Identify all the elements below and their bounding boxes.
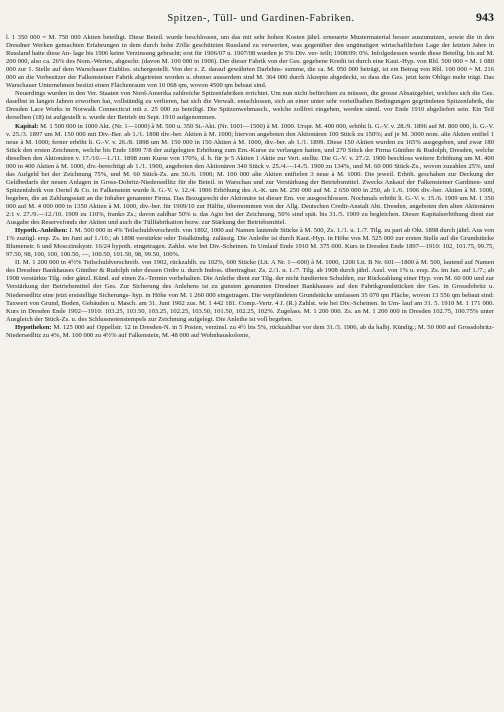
paragraph: Hypoth.-Anleihen: I. M. 500 000 in 4% Teilschuldverschreib. von 1892, 1000 auf Namen lautende Stücke à M. 500, Zs. 1./1. u. 1./7. Tilg. zu pari ab Okt. 1898 durch jährl. Aus von 1% zuzügl. ersp. Zs. im Juni auf 1./10.; ab 1898 verstärkte oder Totalkündig. zulässig. Die Anleihe ist durch Kaut.-Hyp. in Höhe von M. 525 000 zur ersten Stelle auf die Grundstücke Blumenstr. 6 und Mosczinskystr. 16/24 hypoth. eingetragen. Zahlst. wie bei Div.-Scheinen. In Umlauf Ende 1910 M. 375 000. Kurs in Dresden Ende 1897—1910: 102, 101.75, 99.75, 97.50, 98, 100, 100, 100.50, —, 100.50, 101.50, 98, 99.50, 100%. xyxy=(6,227,494,259)
paragraph: Hypotheken: M. 125 000 auf Oppellstr. 12 in Dresden-N. in 5 Posten, verzinsl. zu 4½ bis 5%, rückzahlbar vor dem 31./3. 1906, ab da halbj. Kündig.; M. 50 000 auf Grossdobritz- Niedersedlitz zu 4%, M. 100 000 zu 4½% auf Falkenstein, M. 48 000 auf Wohnhauskolonie, xyxy=(6,323,494,339)
paragraph: l. 1 350 000 = M. 750 000 Aktien beteiligt. Diese Beteil. wurde beschlossen, um das mit sehr hohen Kosten jährl. erneuerte Mustermaterial besser auszunutzen, sowie die in den Dresdner Werken gemachten Erfahrungen in dem durch hohe Zölle geschützten Russland zu verwerten, was gegenüber den ungünstigen wirtschaftlichen Lage der letzten Jahre in Russland hatte diese An- lage bis 1906 keine Verzinsung gebracht; erst für 1906/07 u. 1907/08 wurden je 5% Div. ver- teilt; 1908/09: 0%. Infolgedessen wurde diese Beteilig. bis auf M. 200 000, also ca. 26% des Nom.-Wertes, abgeschr. (davon M. 100 000 in 1906). Der dieser Fabrik von der Ges. gegebene Kredit ist durch eine Kaut.-Hyp. von Rbl. 500 000 = M. 1 080 000 zur 1. Stelle auf dem Warschauer Etabliss. sichergestellt. Von der z. Z. darauf gewährten Darlehns- summe, die ca. M. 950 000 beträgt, ist ein Betrag von Rbl. 100 000 = M. 216 000 an die Vorbesitzer der Falkensteiner Fabrik abgetreten worden u. ebenso ausserdem sind M. 364 000 durch Akzepte abgedeckt, so dass die Ges. jetzt kein Obligo mehr trägt. Das Warschauer Unternehmen besitzt einen Flächenraum von 10 068 qm, wovon 4500 qm bebaut sind. xyxy=(6,34,494,90)
page-number: 943 xyxy=(476,10,494,24)
running-title: Spitzen-, Tüll- und Gardinen-Fabriken. xyxy=(167,13,355,24)
paragraph: II. M. 1 200 000 in 4½% Teilschuldverschreib. von 1902, rückzahlb. zu 102%, 600 Stücke (Lit. A Nr. 1—600) à M. 1000, 1200 Lit. B Nr. 601—1800 à M. 500, lautend auf Namen des Dresdner Bankhauses Günther & Rudolph oder dessen Ordre u. durch Indoss. übertragbar. Zs. 2./1. u. 1./7. Tilg. ab 1908 durch jährl. Ausl. von 1% u. ersp. Zs. im Jan. auf 1./7.; ab 1908 verstärkte Tilg. oder gänzl. Künd. auf einen Zs.-Termin vorbehalten. Die Anleihe dient zur Tilg. der nicht fundierten Schulden, zur Rückzahlung einer Hyp. von M. 60 000 und zur Verstärkung der Betriebsmittel der Ges. Zur Sicherung des Anlehens ist zu gunsten genannten Dresdner Bankhauses auf den Fabrikgrundstücken der Ges. in Grossdobritz u. Niedersedlitz eine jetzt erststellige Sicherungs- hyp. in Höhe von M. 1 260 000 eingetragen. Die verpfändeten Grundstücke umfassen 35 070 qm Fläche, wovon 13 556 qm bebaut sind: Taxwert von Grund, Boden, Gebäuden u. Masch. am 31. Juni 1902 zus. M. 1 442 181. Comp.-Vertr. 4 J. (R.) Zahlst. wie bei Div.-Scheinen. In Um- lauf am 31. 5. 1910 M. 1 171 000. Kurs in Dresden Ende 1902—1910: 103.25, 103.50, 103.25, 102.25, 103.50, 101.50, 102.25, 102%. Zugelass. M. 1 200 000. Zs. an M. 1 200 000 in Dresden 102.75, 100.75% unter Ausgleich der Stück-Zs. u. des Schlussnotenstempels zur Zeichnung aufgelegt. Die Anleihe ist voll begeben. xyxy=(6,259,494,323)
paragraph: Neuerdings wurden in den Ver. Staaten von Nord-Amerika zahlreiche Spitzenfabriken errichtet. Um nun nicht befürchten zu müssen, die grosse Absatzgebiet, welches sich die Ges. daselbst in langen Jahren erworben hat, vollständig zu verlieren, hat sich die Verwalt. entschlossen, sich an einer unter sehr vorteilhaften Bedingungen gegründeten Spitzenfabrik, die Dresden Lace Works in Norwalk Connecticut mit z. 25 000 zu beteiligt. Die Spitzenwebmasch., welche zollfrei eingehen, werden sämtl. vor Ende 1910 abgeliefert sein. Ein Teil derselben (18) ist aufgestellt u. wurde der Betrieb im Sept. 1910 aufgenommen. xyxy=(6,90,494,122)
page-header xyxy=(6,10,494,30)
paragraph: Kapital: M. 1 500 000 in 1000 Akt. (Nr. 1—1000) à M. 500 u. 350 St.-Akt. (Nr. 1001—1500) à M. 1000. Urspr. M. 400 000, erhöht lt. G.-V. v. 28./9. 1896 auf M. 800 000, lt. G.-V. v. 25./3. 1897 um M. 150 000 mit Div.-Ber. ab 1./1. 1898 div.-ber. Aktien à M. 1000; hiervon angeboten den Aktionären 100 Stück zu 150%; auf je M. 3000 nom. alte Aktien entfiel 1 neue à M. 1000; ferner erhöht lt. G.-V. v. 26./8. 1898 um M. 150 000 in 150 Aktien à M. 1000, div.-ber. ab 1./1. 1899. Diese 150 Aktien wurden zu 165% ausgegeben, und zwar 180 Stück den ersten Zeichnern, welche bis Ende 1899 7/8 der aufgelegten Erhöhung zum Em.-Kurse zu verlangen hatten, und 270 Stück der Firma Günther & Rudolph, Dresden, welche dieselben den Aktionären v. 17./10.—1./11. 1898 zum Kurse von 170%, d. h. für je 5 Aktien 1 Aktie zur Vert. stellte. Die G.-V. v. 27./2. 1900 beschloss weitere Erhöhung um M. 400 000 in 400 Aktien à M. 1000, div.-berechtigt ab 1./1. 1900, angeboten den Aktionären 340 Stück v. 25./4.—14./5. 1900 zu 134%, und M. 60 000 Stück-Zs., wovon zuzahlen 25%, und das Aufgeld bei der Zeichnung 75%, und M. 60 Stück-Zs. am 30./6. 1900; M. 100 000 alte Aktien entfielen 3 neue à M. 1000. Die jeweil. Erhöh. geschahen zur Deckung der Geldbedarfs der neuen Anlagen in Gross-Dobritz-Niedersedlitz für die Beteil. in Warschau und zur Verstärkung der Betriebsmittel. Zwecks Ankauf der Falkensteiner Gardinen- und Spitzenfabrik von Oertel & Co. in Falkenstein wurde lt. G.-V. v. 12./4. 1906 Erhöhung des A.-K. um M. 250 000 auf M. 2 650 000 in 250, ab 1./6. 1906 div.-ber. Aktien à M. 1000, begeben, die an Zahlungsstatt an die Inhaber genannter Firma. Das Bezugsrecht der Aktionäre ist dieser Em. vor ausgeschlossen. Nochmals erhöht lt. G.-V. v. 15./6. 1909 um M. 1 350 000 auf M. 4 000 000 in 1350 Aktien à M. 1000, div.-ber. für 1909/10 zur Hälfte, übernommen von der Allg. Deutschen Credit-Anstalt Abt. Dresden, angeboten den alten Aktionären 2:1 v. 27./9.—12./10. 1909 zu 110%, franko Zs.; davon zahlbar 50% u. das Agio bei der Zeichnung, 50% sind spät. bis 31./5. 1909 zu begleichen. Dieser Kapitalserhöhung dient zur Ausgabe des Reservefonds der Aktien und auch die Tüllfabrikation bezw. zur Stärkung der Betriebsmittel. xyxy=(6,122,494,227)
document-body xyxy=(6,34,494,340)
